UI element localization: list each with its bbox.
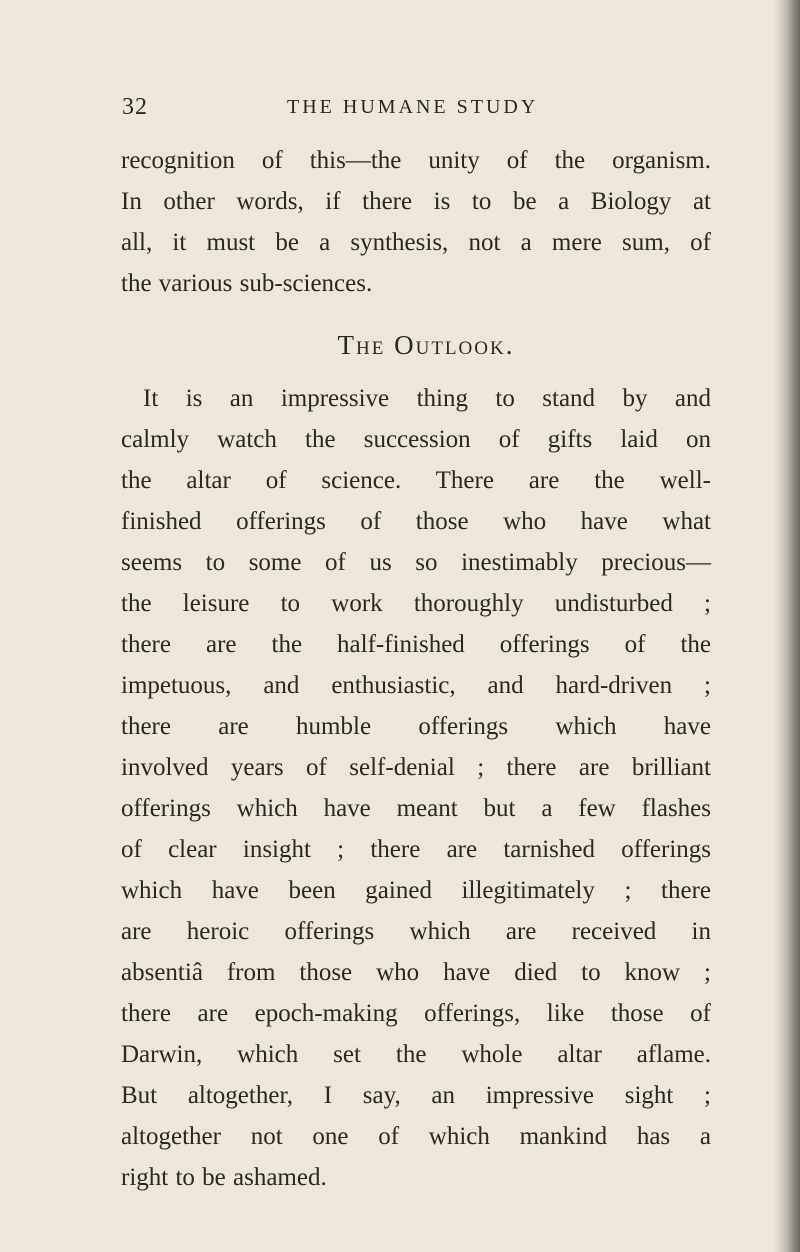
text-line: impetuous, and enthusiastic, and hard-driven ; <box>121 672 711 699</box>
text-line: right to be ashamed. <box>121 1164 327 1191</box>
paragraph-1 <box>121 140 711 304</box>
text-line: the altar of science. There are the well- <box>121 467 711 494</box>
text-line: involved years of self-denial ; there are brilliant <box>121 754 711 781</box>
text-line: there are humble offerings which have <box>121 713 711 740</box>
text-line: Darwin, which set the whole altar aflame. <box>121 1041 711 1068</box>
text-line: But altogether, I say, an impressive sight ; <box>121 1082 711 1109</box>
running-head <box>122 94 682 124</box>
running-title: THE HUMANE STUDY <box>287 96 539 118</box>
text-line: seems to some of us so inestimably precious— <box>121 549 711 576</box>
text-line: there are epoch-making offerings, like those of <box>121 1000 711 1027</box>
page-edge-shadow <box>774 0 800 1252</box>
text-line: finished offerings of those who have what <box>121 508 711 535</box>
text-line: calmly watch the succession of gifts laid on <box>121 426 711 453</box>
text-line: altogether not one of which mankind has a <box>121 1123 711 1150</box>
section-heading: The Outlook. <box>337 330 515 360</box>
text-line: there are the half-finished offerings of the <box>121 631 711 658</box>
text-line: which have been gained illegitimately ; there <box>121 877 711 904</box>
text-line: absentiâ from those who have died to know ; <box>121 959 711 986</box>
page-body <box>121 140 711 1198</box>
page-number: 32 <box>122 94 148 120</box>
text-line: are heroic offerings which are received in <box>121 918 711 945</box>
text-line: the various sub-sciences. <box>121 270 373 297</box>
text-line: all, it must be a synthesis, not a mere sum, of <box>121 229 711 256</box>
text-line: In other words, if there is to be a Biology at <box>121 188 711 215</box>
text-line: offerings which have meant but a few flashes <box>121 795 711 822</box>
text-line: of clear insight ; there are tarnished offerings <box>121 836 711 863</box>
text-line: It is an impressive thing to stand by and <box>143 385 711 412</box>
paragraph-2 <box>121 378 711 1198</box>
text-line: the leisure to work thoroughly undisturbed ; <box>121 590 711 617</box>
text-line: recognition of this—the unity of the organism. <box>121 147 711 174</box>
